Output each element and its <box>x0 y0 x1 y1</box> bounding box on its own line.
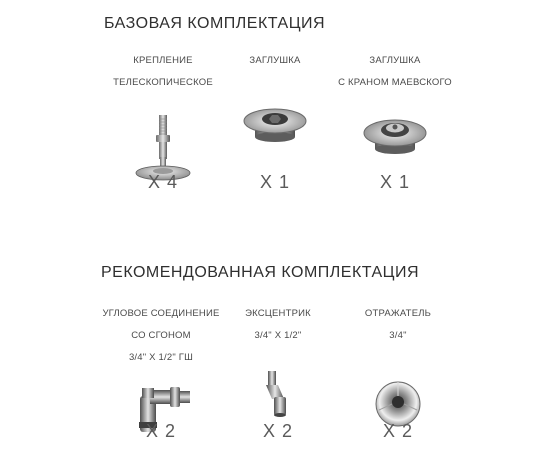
item-quantity: X 1 <box>259 172 291 192</box>
item-label: ЭКСЦЕНТРИК 3/4" X 1/2" <box>245 308 311 341</box>
item-quantity: X 2 <box>145 421 177 441</box>
item-label: ЗАГЛУШКА <box>249 55 301 66</box>
item-quantity: X 2 <box>262 421 294 441</box>
plug-with-valve-icon <box>355 107 435 167</box>
item-label: КРЕПЛЕНИЕ ТЕЛЕСКОПИЧЕСКОЕ <box>113 55 213 88</box>
item-reflector <box>323 297 473 447</box>
item-label: ОТРАЖАТЕЛЬ 3/4" <box>364 308 432 341</box>
plug-icon <box>235 97 315 157</box>
item-label: ЗАГЛУШКА С КРАНОМ МАЕВСКОГО <box>338 55 452 88</box>
item-quantity: X 2 <box>382 421 414 441</box>
item-plug-with-valve <box>320 44 470 204</box>
item-quantity: X 4 <box>147 172 179 192</box>
eccentric-icon <box>248 367 308 427</box>
item-label: УГЛОВОЕ СОЕДИНЕНИЕ СО СГОНОМ 3/4" X 1/2" ГШ <box>102 308 220 363</box>
basic-set-title: БАЗОВАЯ КОМПЛЕКТАЦИЯ <box>104 15 326 32</box>
item-quantity: X 1 <box>379 172 411 192</box>
recommended-set-title: РЕКОМЕНДОВАННАЯ КОМПЛЕКТАЦИЯ <box>101 264 420 281</box>
